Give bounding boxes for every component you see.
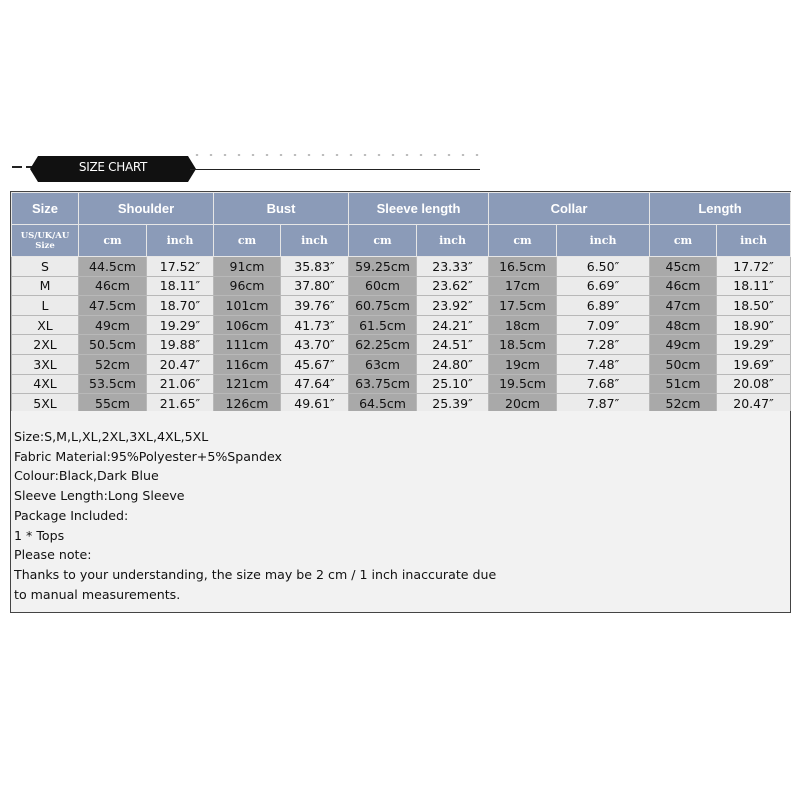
banner-dash: [12, 166, 22, 168]
unit-inch: inch: [147, 225, 214, 257]
length-cm-cell: 52cm: [650, 394, 717, 414]
collar-inch-cell: 7.48″: [557, 354, 650, 374]
unit-inch: inch: [417, 225, 489, 257]
shoulder-cm-cell: 44.5cm: [79, 257, 147, 277]
shoulder-inch-cell: 17.52″: [147, 257, 214, 277]
collar-cm-cell: 17cm: [489, 276, 557, 296]
length-inch-cell: 18.11″: [717, 276, 791, 296]
size-region-line2: Size: [35, 240, 55, 251]
collar-inch-cell: 6.50″: [557, 257, 650, 277]
sleeve-inch-cell: 25.10″: [417, 374, 489, 394]
collar-cm-cell: 17.5cm: [489, 296, 557, 316]
table-row: [12, 374, 791, 394]
unit-cm: cm: [214, 225, 281, 257]
unit-inch: inch: [717, 225, 791, 257]
sleeve-cm-cell: 61.5cm: [349, 315, 417, 335]
length-cm-cell: 45cm: [650, 257, 717, 277]
sleeve-inch-cell: 23.92″: [417, 296, 489, 316]
shoulder-cm-cell: 55cm: [79, 394, 147, 414]
length-inch-cell: 19.69″: [717, 354, 791, 374]
info-line-note-heading: Please note:: [14, 547, 92, 563]
shoulder-inch-cell: 18.70″: [147, 296, 214, 316]
shoulder-cm-cell: 53.5cm: [79, 374, 147, 394]
length-cm-cell: 49cm: [650, 335, 717, 355]
info-line-package-contents: 1 * Tops: [14, 527, 65, 543]
header-bust: Bust: [214, 193, 349, 225]
sleeve-inch-cell: 24.51″: [417, 335, 489, 355]
size-chart-banner: [10, 150, 480, 186]
length-inch-cell: 18.50″: [717, 296, 791, 316]
info-line-sizes: Size:S,M,L,XL,2XL,3XL,4XL,5XL: [14, 429, 209, 444]
shoulder-cm-cell: 47.5cm: [79, 296, 147, 316]
size-cell: L: [12, 296, 79, 316]
info-line-sleeve: Sleeve Length:Long Sleeve: [14, 488, 185, 504]
size-chart-table: [11, 192, 791, 414]
collar-cm-cell: 18cm: [489, 315, 557, 335]
bust-inch-cell: 43.70″: [281, 335, 349, 355]
collar-cm-cell: 20cm: [489, 394, 557, 414]
unit-inch: inch: [557, 225, 650, 257]
bust-inch-cell: 35.83″: [281, 257, 349, 277]
bust-inch-cell: 39.76″: [281, 296, 349, 316]
bust-cm-cell: 106cm: [214, 315, 281, 335]
table-row: [12, 257, 791, 277]
length-cm-cell: 50cm: [650, 354, 717, 374]
sleeve-cm-cell: 60cm: [349, 276, 417, 296]
header-row: [12, 193, 791, 225]
size-cell: 4XL: [12, 374, 79, 394]
sleeve-cm-cell: 59.25cm: [349, 257, 417, 277]
shoulder-inch-cell: 20.47″: [147, 354, 214, 374]
banner-tab: [38, 156, 188, 182]
size-cell: 5XL: [12, 394, 79, 414]
length-cm-cell: 48cm: [650, 315, 717, 335]
shoulder-inch-cell: 19.29″: [147, 315, 214, 335]
product-info-lines: [14, 427, 496, 604]
shoulder-cm-cell: 46cm: [79, 276, 147, 296]
sleeve-inch-cell: 23.33″: [417, 257, 489, 277]
banner-title: SIZE CHART: [78, 160, 148, 174]
sleeve-cm-cell: 63cm: [349, 354, 417, 374]
bust-cm-cell: 91cm: [214, 257, 281, 277]
unit-cm: cm: [349, 225, 417, 257]
collar-inch-cell: 6.69″: [557, 276, 650, 296]
bust-inch-cell: 47.64″: [281, 374, 349, 394]
table-row: [12, 276, 791, 296]
sleeve-inch-cell: 24.80″: [417, 354, 489, 374]
info-line-fabric: Fabric Material:95%Polyester+5%Spandex: [14, 448, 282, 464]
shoulder-inch-cell: 18.11″: [147, 276, 214, 296]
header-length: Length: [650, 193, 791, 225]
info-line-package-heading: Package Included:: [14, 507, 129, 523]
length-cm-cell: 47cm: [650, 296, 717, 316]
info-line-note-1: Thanks to your understanding, the size may be 2 cm / 1 inch inaccurate due: [14, 566, 497, 582]
collar-inch-cell: 7.68″: [557, 374, 650, 394]
table-row: [12, 354, 791, 374]
product-info-box: [10, 411, 791, 613]
bust-cm-cell: 101cm: [214, 296, 281, 316]
table-row: [12, 315, 791, 335]
shoulder-cm-cell: 52cm: [79, 354, 147, 374]
sleeve-inch-cell: 25.39″: [417, 394, 489, 414]
size-cell: XL: [12, 315, 79, 335]
length-cm-cell: 46cm: [650, 276, 717, 296]
length-cm-cell: 51cm: [650, 374, 717, 394]
collar-inch-cell: 6.89″: [557, 296, 650, 316]
length-inch-cell: 18.90″: [717, 315, 791, 335]
size-region-line1: US/UK/AU: [20, 230, 70, 241]
shoulder-cm-cell: 50.5cm: [79, 335, 147, 355]
bust-inch-cell: 37.80″: [281, 276, 349, 296]
size-cell: 2XL: [12, 335, 79, 355]
bust-inch-cell: 49.61″: [281, 394, 349, 414]
sleeve-cm-cell: 62.25cm: [349, 335, 417, 355]
size-table-body: [12, 257, 791, 414]
banner-right-line: [190, 169, 480, 170]
sleeve-inch-cell: 24.21″: [417, 315, 489, 335]
bust-cm-cell: 121cm: [214, 374, 281, 394]
length-inch-cell: 20.47″: [717, 394, 791, 414]
length-inch-cell: 19.29″: [717, 335, 791, 355]
length-inch-cell: 17.72″: [717, 257, 791, 277]
collar-cm-cell: 16.5cm: [489, 257, 557, 277]
shoulder-inch-cell: 19.88″: [147, 335, 214, 355]
header-size: Size: [12, 193, 79, 225]
sleeve-cm-cell: 63.75cm: [349, 374, 417, 394]
bust-inch-cell: 45.67″: [281, 354, 349, 374]
shoulder-cm-cell: 49cm: [79, 315, 147, 335]
unit-cm: cm: [650, 225, 717, 257]
collar-cm-cell: 19cm: [489, 354, 557, 374]
collar-cm-cell: 19.5cm: [489, 374, 557, 394]
shoulder-inch-cell: 21.65″: [147, 394, 214, 414]
size-cell: 3XL: [12, 354, 79, 374]
bust-cm-cell: 126cm: [214, 394, 281, 414]
table-row: [12, 335, 791, 355]
unit-inch: inch: [281, 225, 349, 257]
size-cell: M: [12, 276, 79, 296]
unit-cm: cm: [489, 225, 557, 257]
table-row: [12, 296, 791, 316]
bust-cm-cell: 116cm: [214, 354, 281, 374]
sleeve-inch-cell: 23.62″: [417, 276, 489, 296]
sleeve-cm-cell: 60.75cm: [349, 296, 417, 316]
collar-inch-cell: 7.09″: [557, 315, 650, 335]
size-chart-table-container: [10, 191, 791, 415]
collar-inch-cell: 7.28″: [557, 335, 650, 355]
header-shoulder: Shoulder: [79, 193, 214, 225]
header-sleeve-length: Sleeve length: [349, 193, 489, 225]
bust-inch-cell: 41.73″: [281, 315, 349, 335]
bust-cm-cell: 96cm: [214, 276, 281, 296]
info-line-note-2: to manual measurements.: [14, 586, 181, 602]
bust-cm-cell: 111cm: [214, 335, 281, 355]
banner-dotted-line: [190, 154, 480, 156]
size-region-label: [12, 225, 79, 257]
length-inch-cell: 20.08″: [717, 374, 791, 394]
shoulder-inch-cell: 21.06″: [147, 374, 214, 394]
collar-cm-cell: 18.5cm: [489, 335, 557, 355]
size-cell: S: [12, 257, 79, 277]
info-line-colour: Colour:Black,Dark Blue: [14, 468, 159, 484]
collar-inch-cell: 7.87″: [557, 394, 650, 414]
header-collar: Collar: [489, 193, 650, 225]
unit-row: [12, 225, 791, 257]
unit-cm: cm: [79, 225, 147, 257]
sleeve-cm-cell: 64.5cm: [349, 394, 417, 414]
